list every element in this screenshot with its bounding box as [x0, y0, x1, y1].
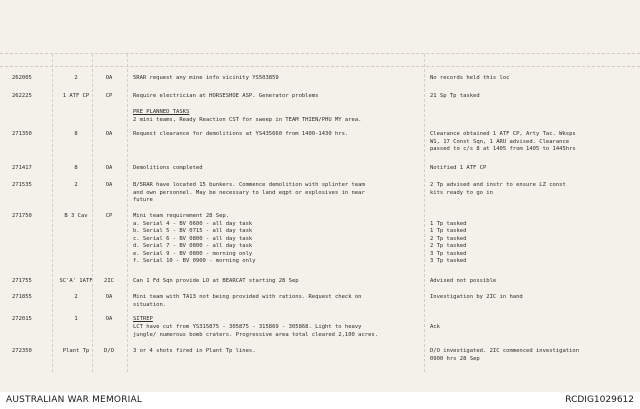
column-divider [424, 54, 425, 372]
row-to: OA [105, 131, 113, 137]
row-to: OA [105, 294, 113, 300]
row-action: 1 Tp tasked 1 Tp tasked 2 Tp tasked 2 Tp tasked 3 Tp tasked 3 Tp tasked [430, 220, 467, 264]
row-to: OA [105, 75, 113, 81]
row-time: 271755 [12, 278, 32, 284]
column-divider [52, 54, 53, 372]
row-heading: PRE PLANNED TASKS [133, 109, 190, 115]
row-to: D/O [104, 348, 114, 354]
row-from: 8 [74, 131, 78, 137]
row-event: Require electrician at HORSESHOE ASP. Generator problems [133, 93, 319, 99]
row-from: Plant Tp [62, 348, 90, 354]
row-action: D/O investigated. 2IC commenced investigation 0900 hrs 28 Sep [430, 348, 580, 362]
row-event: 3 or 4 shots fired in Plant Tp lines. [133, 348, 256, 354]
row-time: 271855 [12, 294, 32, 300]
row-event: 2 mini teams, Ready Reaction CST for sweep in TEAM THIEN/PHU MY area. [133, 117, 362, 123]
row-time: 262005 [12, 75, 32, 81]
row-time: 272015 [12, 316, 32, 322]
row-from: SC'A' 1ATF [59, 278, 93, 284]
row-event: Can 1 Fd Sqn provide LO at BEARCAT starting 28 Sep [133, 278, 299, 284]
row-from: 2 [74, 182, 78, 188]
row-time: 271535 [12, 182, 32, 188]
row-time: 272350 [12, 348, 32, 354]
row-action: 2 Tp advised and instr to ensure LZ const kits ready to go in [430, 182, 566, 196]
row-event: Demolitions completed [133, 165, 203, 171]
row-to: OA [105, 165, 113, 171]
row-action: 21 Sp Tp tasked [430, 93, 480, 99]
row-event: Mini team requirement 28 Sep. a. Serial 4 - BV 0600 - all day task b. Serial 5 - BV 0715 - all day task c. Serial 6 - BV 0800 - all day task d. Serial 7 - BV 0800 - all day task e. Serial 9 - BV 0800 - morning only f. Serial 10 - BV 0900 - morning only [133, 213, 256, 264]
archive-footer [0, 392, 640, 409]
row-heading: SITREP [133, 316, 153, 322]
row-event: 5RAR request any mine info vicinity YS503859 [133, 75, 279, 81]
row-action: Investigation by 2IC in hand [430, 294, 523, 300]
row-event: Mini team with TA13 not being provided with rations. Request check on situation. [133, 294, 362, 308]
row-action: Ack [430, 324, 440, 330]
column-divider [127, 54, 128, 372]
row-to: CP [105, 213, 113, 219]
row-action: Notified 1 ATF CP [430, 165, 487, 171]
row-time: 271750 [12, 213, 32, 219]
row-from: 1 [74, 316, 78, 322]
row-action: Advised not possible [430, 278, 497, 284]
row-to: OA [105, 316, 113, 322]
row-event: Request clearance for demolitions at YS435660 from 1400-1430 hrs. [133, 131, 349, 137]
row-action: No records held this loc [430, 75, 510, 81]
row-event: B/5RAR have located 15 bunkers. Commence demolition with splinter team and own personnel. May be necessary to land eqpt or explosives in near future [133, 182, 365, 203]
row-time: 271350 [12, 131, 32, 137]
archive-name: AUSTRALIAN WAR MEMORIAL [6, 395, 143, 405]
header-top-rule [0, 53, 640, 54]
header-bottom-rule [0, 66, 640, 67]
row-from: B 3 Cav [64, 213, 88, 219]
row-action: Clearance obtained 1 ATF CP, Arty Tac. Wksps W1, 17 Const Sqn, 1 ARU advised. Clearance passed to c/s 8 at 1405 from 1405 to 1445hrs [430, 131, 576, 152]
row-from: 8 [74, 165, 78, 171]
row-from: 1 ATF CP [62, 93, 90, 99]
row-time: 262225 [12, 93, 32, 99]
row-event: LCT have cut from YS315875 - 305875 - 315869 - 305868. Light to heavy jungle/ numerous bomb craters. Progressive area total cleared 2,100 acres. [133, 324, 379, 338]
row-time: 271417 [12, 165, 32, 171]
row-to: 2IC [104, 278, 114, 284]
archive-reference: RCDIG1029612 [565, 395, 634, 405]
row-to: OA [105, 182, 113, 188]
row-from: 2 [74, 75, 78, 81]
row-to: CP [105, 93, 113, 99]
row-from: 2 [74, 294, 78, 300]
